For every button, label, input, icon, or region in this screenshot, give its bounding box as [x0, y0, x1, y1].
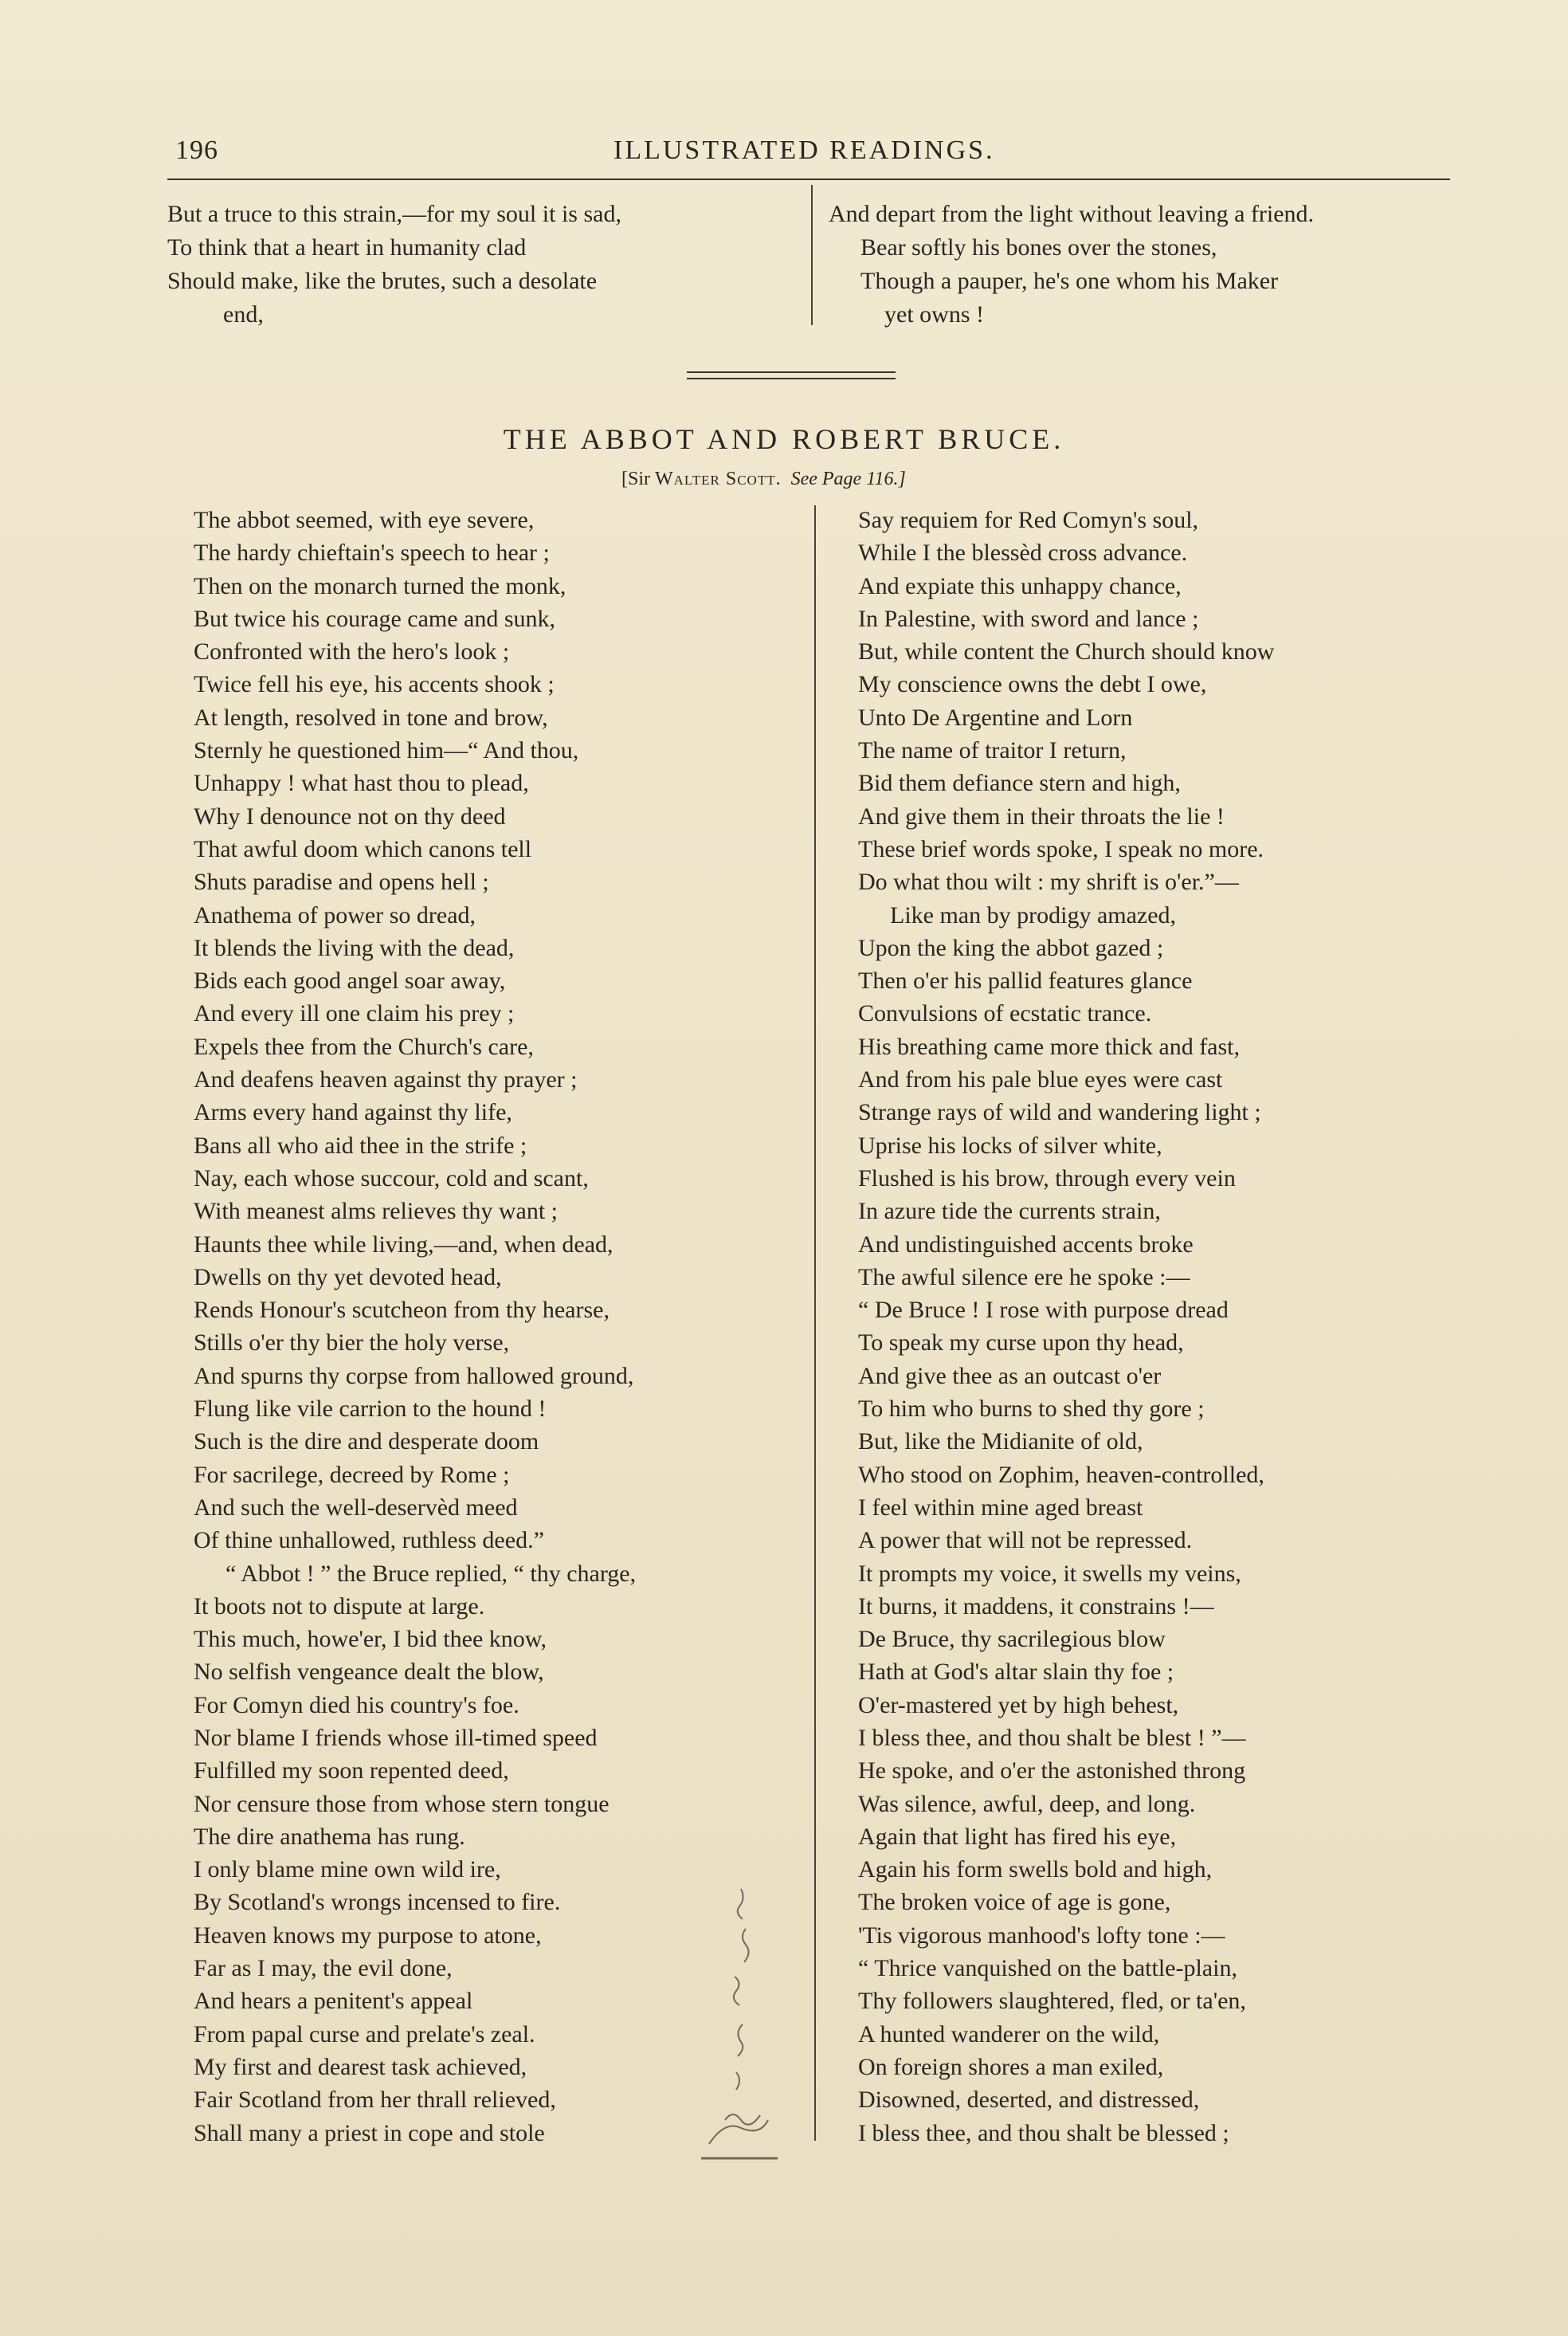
- poem-right-line-27: And give thee as an outcast o'er: [858, 1362, 1162, 1389]
- poem-left-line-2: The hardy chieftain's speech to hear ;: [194, 540, 550, 567]
- poem-right-line-39: He spoke, and o'er the astonished throng: [858, 1757, 1246, 1784]
- poem-left-line-47: From papal curse and prelate's zeal.: [194, 2020, 535, 2047]
- poem-left-line-34: It boots not to dispute at large.: [194, 1592, 485, 1619]
- poem-left-line-35: This much, howe'er, I bid thee know,: [194, 1626, 547, 1653]
- poem-left-line-42: I only blame mine own wild ire,: [194, 1856, 501, 1883]
- poem-left-line-27: And spurns thy corpse from hallowed ground,: [194, 1362, 634, 1389]
- poem-left-line-17: Expels thee from the Church's care,: [194, 1033, 534, 1060]
- poem-left-line-36: No selfish vengeance dealt the blow,: [194, 1659, 544, 1686]
- poem-right-line-25: “ De Bruce ! I rose with purpose dread: [858, 1297, 1229, 1324]
- poem-right-line-28: To him who burns to shed thy gore ;: [858, 1396, 1205, 1423]
- poem-right-line-9: Bid them defiance stern and high,: [858, 770, 1181, 797]
- poem-left-line-37: For Comyn died his country's foe.: [194, 1691, 519, 1718]
- poem-right-line-12: Do what thou wilt : my shrift is o'er.”—: [858, 869, 1239, 896]
- header-rule: [167, 179, 1450, 180]
- poem-right-line-16: Convulsions of ecstatic trance.: [858, 1000, 1152, 1027]
- poem-left-line-14: It blends the living with the dead,: [194, 934, 515, 961]
- attribution-open: [Sir: [621, 469, 655, 489]
- top-right-line-1: And depart from the light without leaving a friend.: [829, 201, 1315, 227]
- poem-left-line-22: With meanest alms relieves thy want ;: [194, 1198, 559, 1225]
- poem-left-line-46: And hears a penitent's appeal: [194, 1988, 473, 2015]
- poem-right-line-23: And undistinguished accents broke: [858, 1231, 1194, 1258]
- poem-left-line-40: Nor censure those from whose stern tongue: [194, 1790, 610, 1817]
- poem-left-line-3: Then on the monarch turned the monk,: [194, 572, 566, 599]
- poem-right-line-44: 'Tis vigorous manhood's lofty tone :—: [858, 1922, 1225, 1949]
- top-left-line-3: Should make, like the brutes, such a desolate: [167, 268, 598, 294]
- top-right-line-4: yet owns !: [884, 301, 984, 328]
- poem-right-line-34: It burns, it maddens, it constrains !—: [858, 1592, 1214, 1619]
- poem-right-line-33: It prompts my voice, it swells my veins,: [858, 1560, 1241, 1587]
- section-rule-lower: [687, 378, 896, 379]
- poem-left-line-43: By Scotland's wrongs incensed to fire.: [194, 1889, 561, 1916]
- poem-right-line-11: These brief words spoke, I speak no more.: [858, 835, 1264, 862]
- poem-left-line-44: Heaven knows my purpose to atone,: [194, 1922, 542, 1949]
- poem-left-line-33: “ Abbot ! ” the Bruce replied, “ thy charge,: [225, 1560, 637, 1587]
- poem-left-line-15: Bids each good angel soar away,: [194, 968, 506, 995]
- poem-right-line-32: A power that will not be repressed.: [858, 1527, 1193, 1554]
- attribution-page: 116.]: [866, 469, 906, 489]
- margin-flourish-image: [693, 1881, 781, 2168]
- poem-right-line-26: To speak my curse upon thy head,: [858, 1329, 1184, 1356]
- top-right-line-2: Bear softly his bones over the stones,: [860, 234, 1217, 261]
- poem-right-line-35: De Bruce, thy sacrilegious blow: [858, 1626, 1166, 1653]
- poem-left-line-1: The abbot seemed, with eye severe,: [194, 507, 535, 533]
- poem-right-line-36: Hath at God's altar slain thy foe ;: [858, 1659, 1174, 1686]
- poem-left-line-38: Nor blame I friends whose ill-timed speed: [194, 1724, 598, 1751]
- poem-right-line-45: “ Thrice vanquished on the battle-plain,: [858, 1955, 1237, 1982]
- poem-right-line-19: Strange rays of wild and wandering light ;: [858, 1099, 1261, 1126]
- poem-right-line-22: In azure tide the currents strain,: [858, 1198, 1161, 1225]
- poem-right-line-24: The awful silence ere he spoke :—: [858, 1263, 1190, 1290]
- top-right-line-3: Though a pauper, he's one whom his Maker: [860, 268, 1279, 294]
- poem-right-line-1: Say requiem for Red Comyn's soul,: [858, 507, 1199, 533]
- poem-right-line-41: Again that light has fired his eye,: [858, 1823, 1177, 1850]
- poem-left-line-32: Of thine unhallowed, ruthless deed.”: [194, 1527, 544, 1554]
- poem-left-line-45: Far as I may, the evil done,: [194, 1955, 453, 1982]
- poem-right-line-10: And give them in their throats the lie !: [858, 803, 1225, 830]
- poem-attribution: [621, 469, 906, 490]
- poem-left-line-20: Bans all who aid thee in the strife ;: [194, 1132, 527, 1159]
- poem-left-line-23: Haunts thee while living,—and, when dead,: [194, 1231, 613, 1258]
- poem-right-line-13: Like man by prodigy amazed,: [890, 901, 1177, 929]
- poem-left-line-8: Sternly he questioned him—“ And thou,: [194, 737, 579, 764]
- poem-left-line-24: Dwells on thy yet devoted head,: [194, 1263, 502, 1290]
- poem-left-line-31: And such the well-deservèd meed: [194, 1494, 518, 1521]
- top-column-divider: [811, 185, 813, 325]
- running-head: ILLUSTRATED READINGS.: [613, 135, 995, 165]
- poem-right-line-30: Who stood on Zophim, heaven-controlled,: [858, 1461, 1264, 1488]
- poem-right-line-18: And from his pale blue eyes were cast: [858, 1066, 1223, 1093]
- poem-right-line-50: I bless thee, and thou shalt be blessed ;: [858, 2119, 1229, 2146]
- top-verse-right-column: [829, 198, 1466, 332]
- poem-left-line-30: For sacrilege, decreed by Rome ;: [194, 1461, 510, 1488]
- poem-right-line-47: A hunted wanderer on the wild,: [858, 2020, 1160, 2047]
- poem-right-line-14: Upon the king the abbot gazed ;: [858, 934, 1164, 961]
- poem-right-line-8: The name of traitor I return,: [858, 737, 1127, 764]
- poem-right-column: [858, 504, 1495, 2150]
- poem-left-line-19: Arms every hand against thy life,: [194, 1099, 512, 1126]
- poem-right-line-15: Then o'er his pallid features glance: [858, 968, 1193, 995]
- poem-left-line-25: Rends Honour's scutcheon from thy hearse,: [194, 1297, 610, 1324]
- section-rule-upper: [687, 371, 896, 373]
- poem-right-line-3: And expiate this unhappy chance,: [858, 572, 1182, 599]
- poem-left-line-26: Stills o'er thy bier the holy verse,: [194, 1329, 510, 1356]
- poem-left-line-16: And every ill one claim his prey ;: [194, 1000, 515, 1027]
- poem-left-line-50: Shall many a priest in cope and stole: [194, 2119, 545, 2146]
- top-left-line-2: To think that a heart in humanity clad: [167, 234, 527, 261]
- poem-right-line-40: Was silence, awful, deep, and long.: [858, 1790, 1196, 1817]
- poem-left-line-6: Twice fell his eye, his accents shook ;: [194, 671, 555, 698]
- top-left-line-4: end,: [223, 301, 264, 328]
- top-left-line-1: But a truce to this strain,—for my soul it is sad,: [167, 201, 621, 227]
- poem-right-line-4: In Palestine, with sword and lance ;: [858, 605, 1199, 632]
- attribution-see: See Page: [790, 469, 862, 489]
- poem-left-line-18: And deafens heaven against thy prayer ;: [194, 1066, 578, 1093]
- poem-right-line-48: On foreign shores a man exiled,: [858, 2053, 1164, 2080]
- poem-right-line-31: I feel within mine aged breast: [858, 1494, 1143, 1521]
- top-verse-left-column: [167, 198, 805, 332]
- poem-right-line-37: O'er-mastered yet by high behest,: [858, 1691, 1179, 1718]
- poem-right-line-20: Uprise his locks of silver white,: [858, 1132, 1162, 1159]
- attribution-author: Walter Scott.: [655, 469, 782, 489]
- poem-left-line-49: Fair Scotland from her thrall relieved,: [194, 2087, 556, 2114]
- poem-column-divider: [814, 505, 816, 2141]
- poem-right-line-21: Flushed is his brow, through every vein: [858, 1164, 1236, 1192]
- poem-left-line-7: At length, resolved in tone and brow,: [194, 704, 548, 731]
- poem-left-line-21: Nay, each whose succour, cold and scant,: [194, 1164, 589, 1192]
- poem-left-line-41: The dire anathema has rung.: [194, 1823, 465, 1850]
- poem-right-line-43: The broken voice of age is gone,: [858, 1889, 1171, 1916]
- poem-left-line-11: That awful doom which canons tell: [194, 835, 532, 862]
- poem-right-line-42: Again his form swells bold and high,: [858, 1856, 1213, 1883]
- poem-left-line-10: Why I denounce not on thy deed: [194, 803, 506, 830]
- poem-left-line-12: Shuts paradise and opens hell ;: [194, 869, 489, 896]
- page-number: 196: [175, 135, 218, 165]
- poem-left-line-48: My first and dearest task achieved,: [194, 2053, 527, 2080]
- poem-left-line-5: Confronted with the hero's look ;: [194, 638, 510, 665]
- poem-right-line-2: While I the blessèd cross advance.: [858, 540, 1188, 567]
- poem-left-line-39: Fulfilled my soon repented deed,: [194, 1757, 509, 1784]
- poem-right-line-17: His breathing came more thick and fast,: [858, 1033, 1241, 1060]
- poem-right-line-49: Disowned, deserted, and distressed,: [858, 2087, 1200, 2114]
- poem-right-line-6: My conscience owns the debt I owe,: [858, 671, 1207, 698]
- page-header: [167, 135, 1458, 175]
- poem-right-line-7: Unto De Argentine and Lorn: [858, 704, 1133, 731]
- poem-left-line-13: Anathema of power so dread,: [194, 901, 476, 929]
- poem-right-line-5: But, while content the Church should know: [858, 638, 1275, 665]
- poem-title: THE ABBOT AND ROBERT BRUCE.: [503, 423, 1065, 455]
- poem-right-line-29: But, like the Midianite of old,: [858, 1428, 1143, 1455]
- poem-right-line-46: Thy followers slaughtered, fled, or ta'en,: [858, 1988, 1246, 2015]
- poem-left-line-28: Flung like vile carrion to the hound !: [194, 1396, 547, 1423]
- poem-left-line-9: Unhappy ! what hast thou to plead,: [194, 770, 529, 797]
- poem-left-line-29: Such is the dire and desperate doom: [194, 1428, 539, 1455]
- poem-left-line-4: But twice his courage came and sunk,: [194, 605, 556, 632]
- poem-right-line-38: I bless thee, and thou shalt be blest ! ”—: [858, 1724, 1246, 1751]
